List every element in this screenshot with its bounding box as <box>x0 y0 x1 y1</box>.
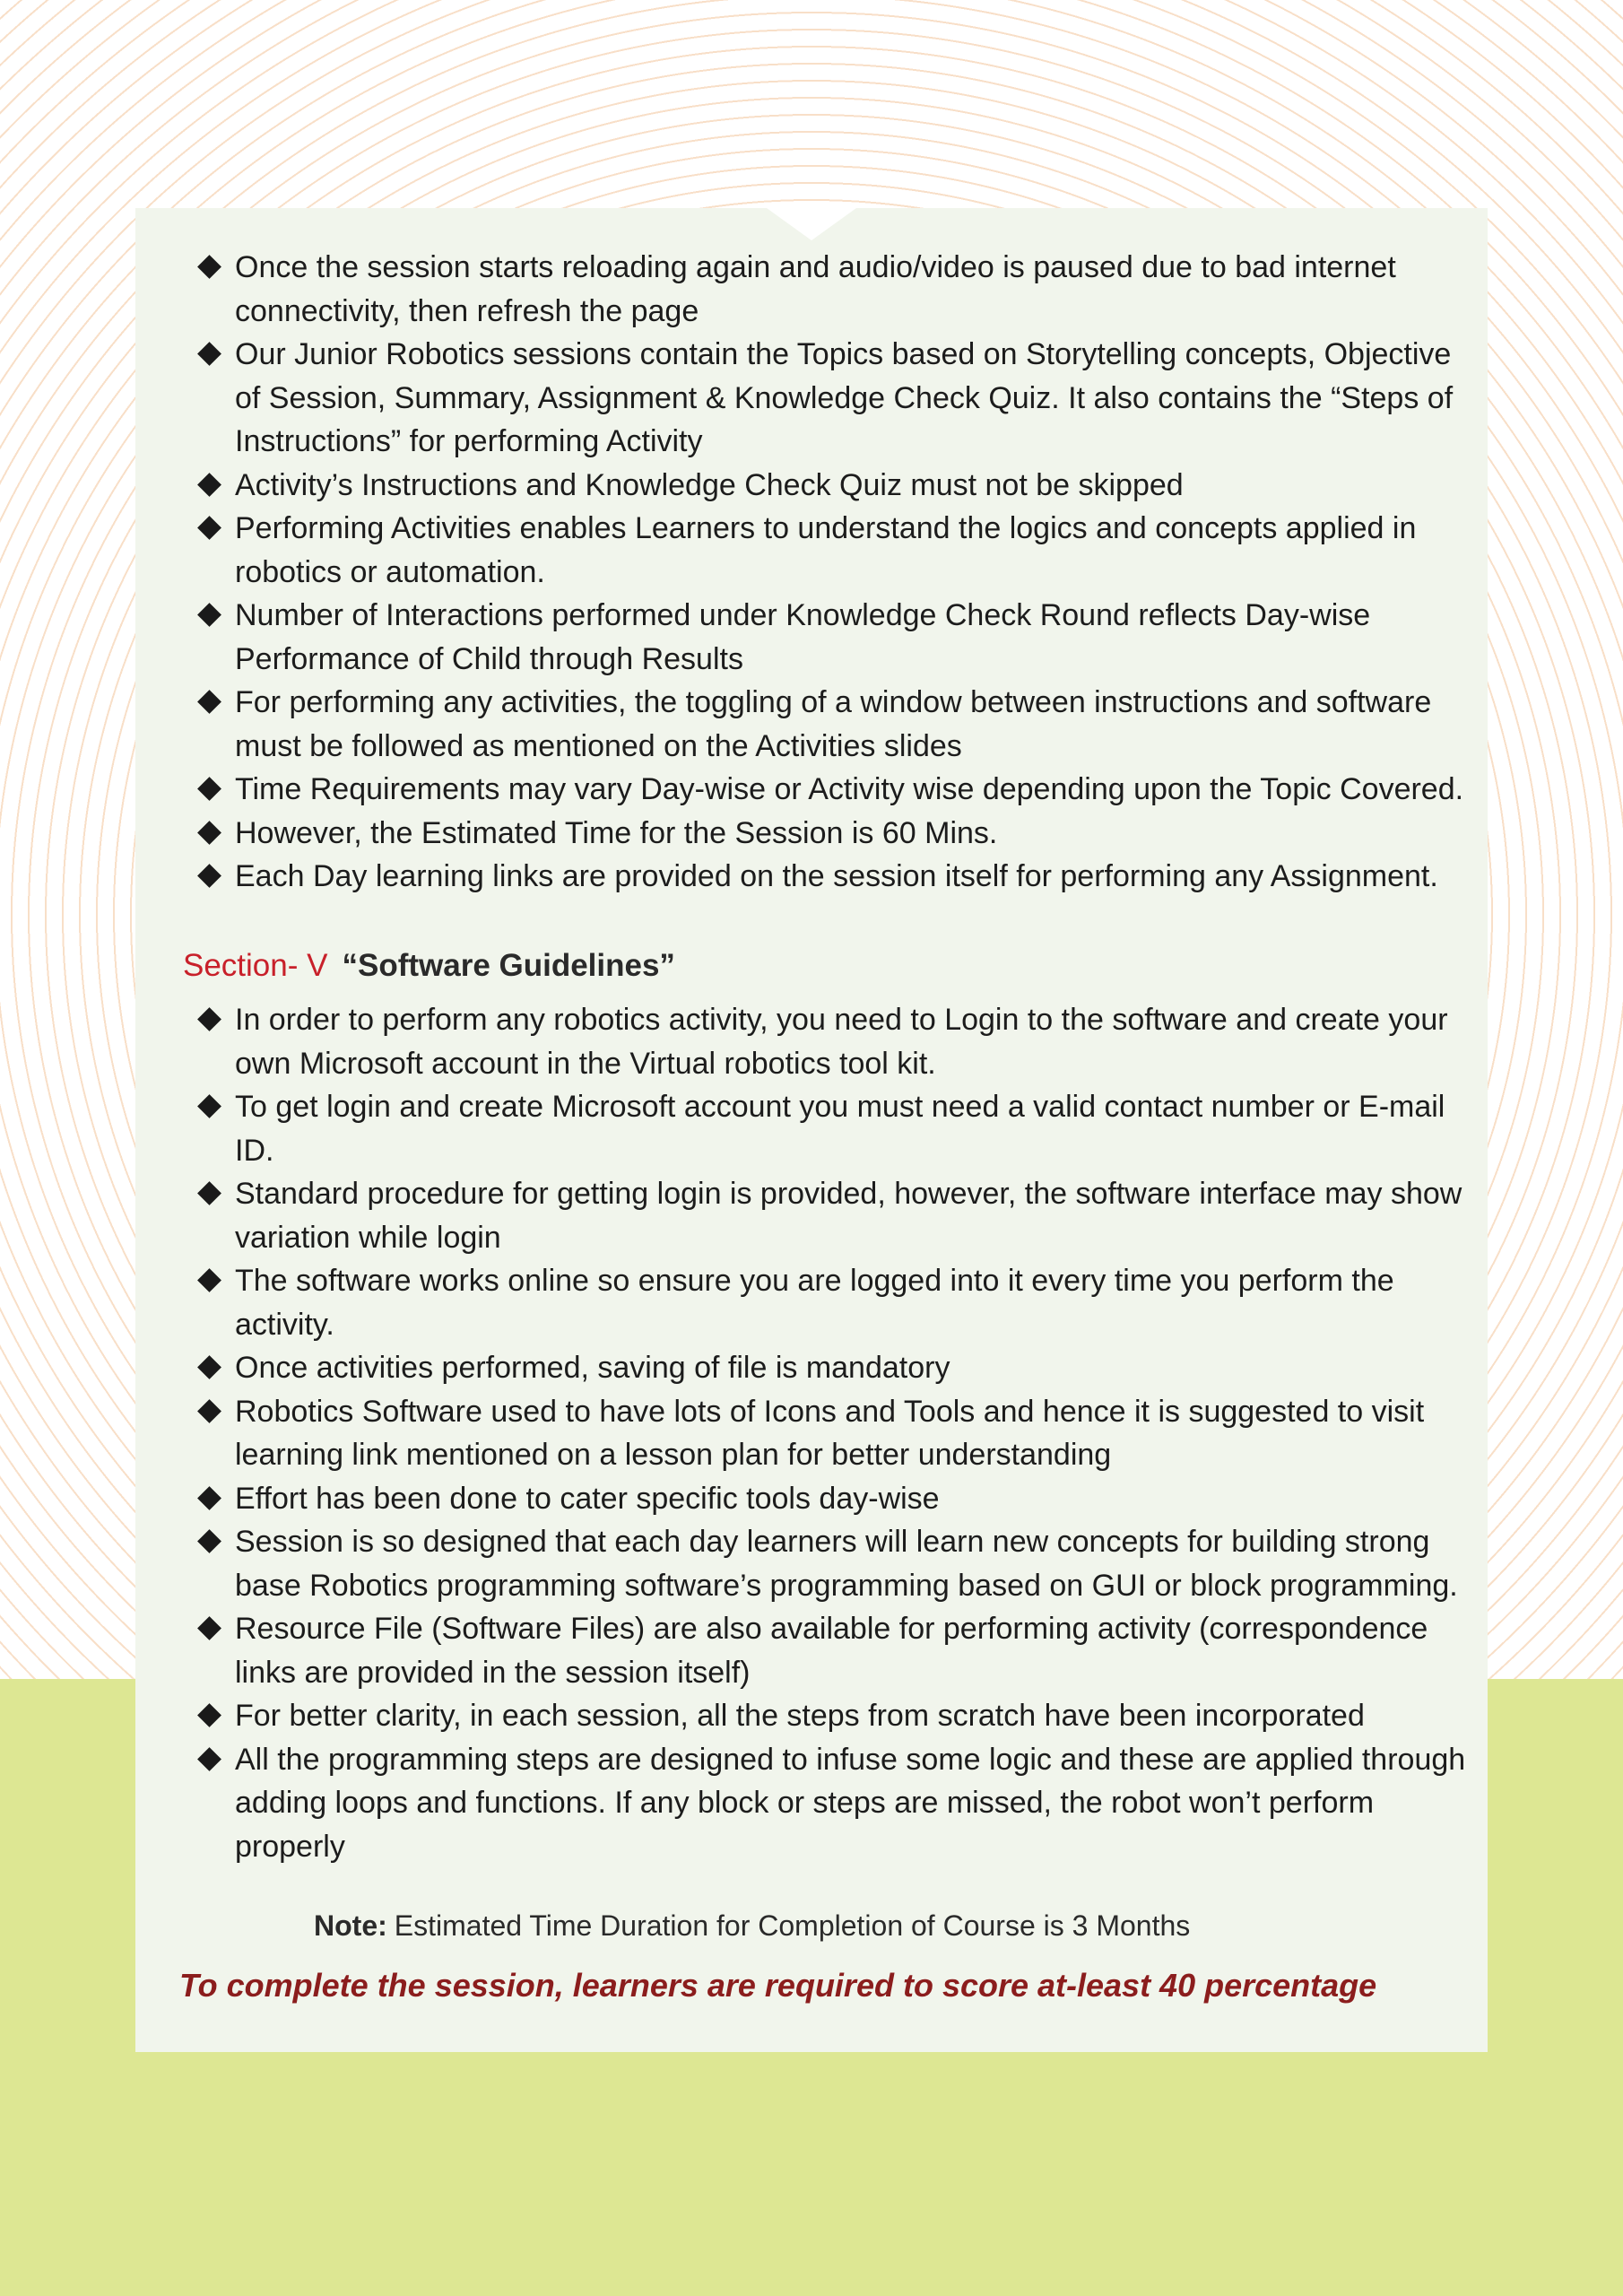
black-diamond-icon <box>197 690 221 714</box>
list-item <box>193 812 1484 856</box>
list-item <box>193 1390 1484 1477</box>
list-item-text: Session is so designed that each day learners will learn new concepts for building strong base Robotics programming software’s programming based on GUI or block programming. <box>235 1525 1458 1603</box>
black-diamond-icon <box>197 1007 221 1031</box>
list-item <box>193 1172 1484 1259</box>
black-diamond-icon <box>197 777 221 801</box>
list-item-text: For better clarity, in each session, all the steps from scratch have been incorporated <box>235 1699 1365 1733</box>
session-guidelines-list <box>193 246 1484 899</box>
list-item-text: For performing any activities, the toggling of a window between instructions and software must be followed as mentioned on the Activities slides <box>235 685 1432 763</box>
list-item-text: Effort has been done to cater specific tools day-wise <box>235 1481 940 1516</box>
panel-notch <box>767 208 856 240</box>
list-item <box>193 1738 1484 1869</box>
black-diamond-icon <box>197 1399 221 1423</box>
black-diamond-icon <box>197 821 221 845</box>
list-item <box>193 1085 1484 1172</box>
black-diamond-icon <box>197 1616 221 1640</box>
black-diamond-icon <box>197 1355 221 1379</box>
list-item-text: Each Day learning links are provided on the session itself for performing any Assignment. <box>235 859 1438 893</box>
black-diamond-icon <box>197 516 221 540</box>
list-item-text: Standard procedure for getting login is provided, however, the software interface may show variation while login <box>235 1177 1462 1255</box>
black-diamond-icon <box>197 1529 221 1553</box>
list-item-text: The software works online so ensure you are logged into it every time you perform the activity. <box>235 1264 1394 1342</box>
black-diamond-icon <box>197 603 221 627</box>
black-diamond-icon <box>197 342 221 366</box>
black-diamond-icon <box>197 864 221 888</box>
list-item <box>193 594 1484 681</box>
note-label: Note: <box>314 1909 387 1942</box>
list-item <box>193 855 1484 899</box>
list-item <box>193 464 1484 508</box>
list-item <box>193 681 1484 768</box>
list-item <box>193 998 1484 1085</box>
list-item <box>193 246 1484 333</box>
list-item <box>193 1607 1484 1694</box>
list-item-text: Our Junior Robotics sessions contain the Topics based on Storytelling concepts, Objective of Session, Summary, Assignment & Knowledge Check Quiz. It also contains the “Steps of Instructions” for performing Activity <box>235 337 1454 458</box>
closing-requirement: To complete the session, learners are required to score at-least 40 percentage <box>179 1967 1377 2004</box>
list-item-text: Once the session starts reloading again and audio/video is paused due to bad internet connectivity, then refresh the page <box>235 250 1396 328</box>
list-item <box>193 1477 1484 1521</box>
list-item <box>193 1346 1484 1390</box>
list-item <box>193 768 1484 812</box>
list-item-text: Number of Interactions performed under Knowledge Check Round reflects Day-wise Performance of Child through Results <box>235 598 1371 676</box>
list-item <box>193 507 1484 594</box>
list-item-text: Robotics Software used to have lots of Icons and Tools and hence it is suggested to visit learning link mentioned on a lesson plan for better understanding <box>235 1394 1425 1472</box>
list-item-text: Resource File (Software Files) are also available for performing activity (correspondence links are provided in the session itself) <box>235 1612 1428 1690</box>
duration-note <box>314 1903 1190 1948</box>
section-label: Section- V <box>183 948 328 983</box>
list-item-text: To get login and create Microsoft account you must need a valid contact number or E-mail ID. <box>235 1090 1445 1168</box>
black-diamond-icon <box>197 473 221 497</box>
list-item-text: Activity’s Instructions and Knowledge Check Quiz must not be skipped <box>235 467 1184 502</box>
list-item <box>193 333 1484 464</box>
note-text: Estimated Time Duration for Completion of Course is 3 Months <box>394 1909 1191 1942</box>
black-diamond-icon <box>197 255 221 279</box>
black-diamond-icon <box>197 1703 221 1727</box>
list-item-text: Performing Activities enables Learners to understand the logics and concepts applied in robotics or automation. <box>235 511 1417 589</box>
list-item-text: All the programming steps are designed to infuse some logic and these are applied through adding loops and functions. If any block or steps are missed, the robot won’t perform properly <box>235 1742 1466 1864</box>
black-diamond-icon <box>197 1268 221 1292</box>
black-diamond-icon <box>197 1181 221 1205</box>
list-item <box>193 1259 1484 1346</box>
list-item <box>193 1694 1484 1738</box>
list-item-text: Time Requirements may vary Day-wise or Activity wise depending upon the Topic Covered. <box>235 772 1464 806</box>
list-item <box>193 1520 1484 1607</box>
software-guidelines-list <box>193 998 1484 1868</box>
list-item-text: Once activities performed, saving of file is mandatory <box>235 1351 950 1385</box>
section-title: “Software Guidelines” <box>342 948 675 983</box>
black-diamond-icon <box>197 1094 221 1118</box>
list-item-text: However, the Estimated Time for the Session is 60 Mins. <box>235 815 998 850</box>
black-diamond-icon <box>197 1747 221 1771</box>
list-item-text: In order to perform any robotics activity, you need to Login to the software and create your own Microsoft account in the Virtual robotics tool kit. <box>235 1003 1448 1081</box>
section-heading <box>183 944 675 988</box>
black-diamond-icon <box>197 1486 221 1510</box>
